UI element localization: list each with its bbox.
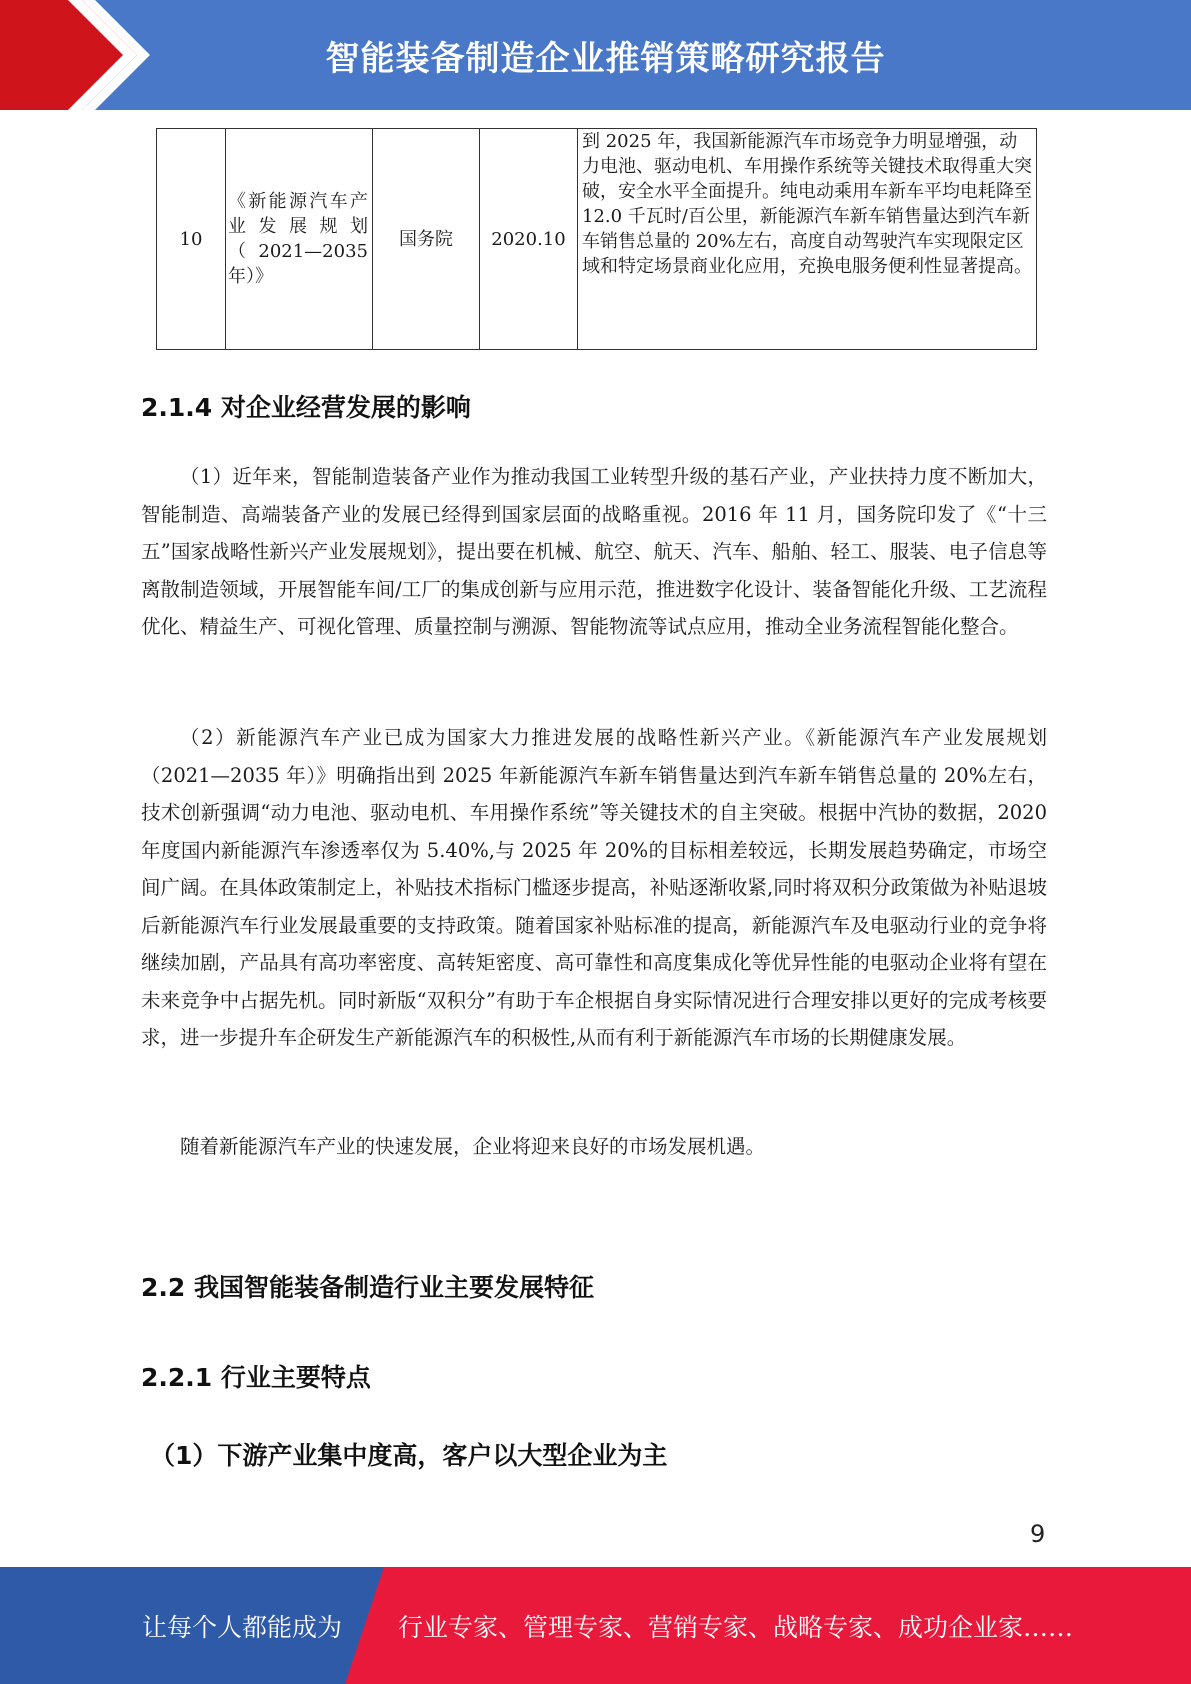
report-title: 智能装备制造企业推销策略研究报告 [325, 38, 886, 79]
cell-policy-name: 《新能源汽车产业发展规划（2021—2035年）》 [226, 129, 373, 350]
table-row [157, 129, 1037, 350]
paragraph-2: （2）新能源汽车产业已成为国家大力推进发展的战略性新兴产业。《新能源汽车产业发展规划（2021—2035 年）》明确指出到 2025 年新能源汽车新车销售量达到汽车新车销售总量的 20%左右，技术创新强调“动力电池、驱动电机、车用操作系统”等关键技术的自主突破。根据中汽协的数据，2020 年度国内新能源汽车渗透率仅为 5.40%,与 2025 年 20%的目标相差较远，长期发展趋势确定，市场空间广阔。在具体政策制定上，补贴技术指标门槛逐步提高，补贴逐渐收紧,同时将双积分政策做为补贴退坡后新能源汽车行业发展最重要的支持政策。随着国家补贴标准的提高，新能源汽车及电驱动行业的竞争将继续加剧，产品具有高功率密度、高转矩密度、高可靠性和高度集成化等优异性能的电驱动企业将有望在未来竞争中占据先机。同时新版“双积分”有助于车企根据自身实际情况进行合理安排以更好的完成考核要求，进一步提升车企研发生产新能源汽车的积极性,从而有利于新能源汽车市场的长期健康发展。 [141, 726, 1047, 1049]
cell-number: 10 [157, 129, 226, 350]
page-number: 9 [1030, 1520, 1046, 1548]
page-footer [0, 1567, 1191, 1684]
paragraph-1: （1）近年来，智能制造装备产业作为推动我国工业转型升级的基石产业，产业扶持力度不断加大，智能制造、高端装备产业的发展已经得到国家层面的战略重视。2016 年 11 月，国务院印发了《“十三五”国家战略性新兴产业发展规划》，提出要在机械、航空、航天、汽车、船舶、轻工、服装、电子信息等离散制造领域，开展智能车间/工厂的集成创新与应用示范，推进数字化设计、装备智能化升级、工艺流程优化、精益生产、可视化管理、质量控制与溯源、智能物流等试点应用，推动全业务流程智能化整合。 [141, 465, 1047, 638]
footer-slogan-right: 行业专家、管理专家、营销专家、战略专家、成功企业家…… [398, 1612, 1074, 1642]
footer-slogan-left: 让每个人都能成为 [142, 1612, 343, 1642]
heading-2-1-4: 2.1.4 对企业经营发展的影响 [141, 393, 471, 422]
page-header [0, 0, 1191, 110]
paragraph-3: 随着新能源汽车产业的快速发展，企业将迎来良好的市场发展机遇。 [180, 1135, 766, 1158]
heading-2-2-1: 2.2.1 行业主要特点 [141, 1363, 371, 1392]
cell-content: 到 2025 年，我国新能源汽车市场竞争力明显增强，动力电池、驱动电机、车用操作系统等关键技术取得重大突破，安全水平全面提升。纯电动乘用车新车平均电耗降至 12.0 千瓦时/百公里，新能源汽车新车销售量达到汽车新车销售总量的 20%左右，高度自动驾驶汽车实现限定区域和特定场景商业化应用，充换电服务便利性显著提高。 [578, 129, 1037, 350]
cell-date: 2020.10 [480, 129, 578, 350]
policy-table [156, 128, 1037, 350]
subheading-1: （1）下游产业集中度高，客户以大型企业为主 [150, 1441, 668, 1470]
heading-2-2: 2.2 我国智能装备制造行业主要发展特征 [141, 1273, 594, 1302]
cell-issuer: 国务院 [373, 129, 480, 350]
